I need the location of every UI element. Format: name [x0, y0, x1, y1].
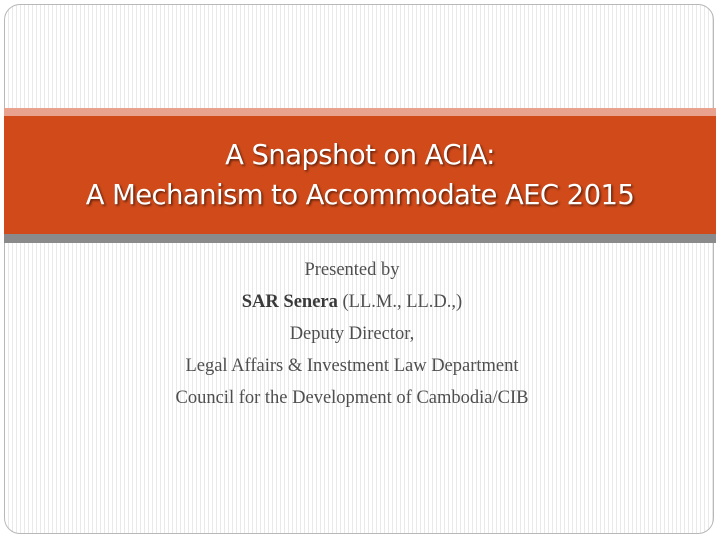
- title-line-2: A Mechanism to Accommodate AEC 2015: [85, 179, 635, 211]
- title-line-1: A Snapshot on ACIA:: [225, 139, 495, 171]
- presenter-department: Legal Affairs & Investment Law Department: [185, 356, 519, 376]
- presenter-organization: Council for the Development of Cambodia/CIB: [175, 388, 529, 408]
- presenter-credentials: (LL.M., LL.D.,): [342, 292, 463, 312]
- presenter-name: SAR Senera: [241, 292, 338, 312]
- presenter-line: [0, 286, 704, 318]
- title-band-top-accent: [4, 108, 716, 116]
- title-band: [4, 116, 716, 234]
- presented-by-label: Presented by: [304, 260, 400, 280]
- title-band-bottom-accent: [4, 234, 716, 243]
- presenter-position: Deputy Director,: [289, 324, 415, 344]
- subtitle-block: [0, 254, 704, 414]
